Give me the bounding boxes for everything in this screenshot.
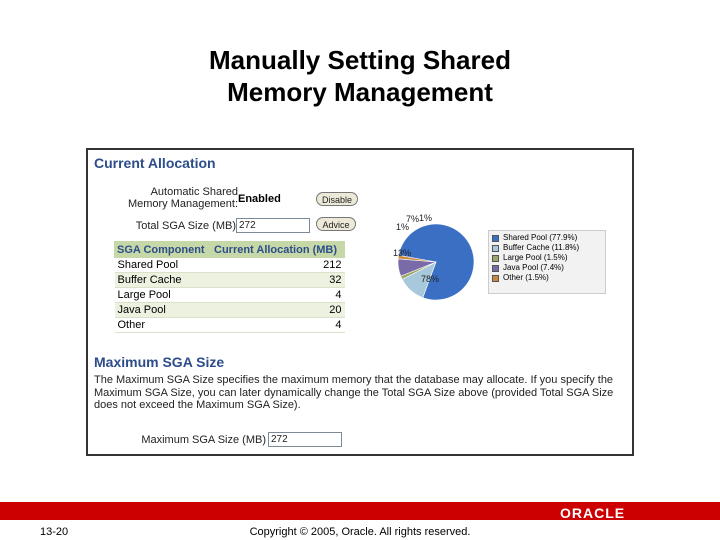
component-allocation: 4 (212, 288, 345, 303)
table-header-component: SGA Component (115, 242, 212, 258)
page-number: 13-20 (40, 526, 69, 538)
component-allocation: 32 (212, 273, 345, 288)
pie-label-other: 1% (419, 213, 433, 223)
slide-title-line-1: Manually Setting Shared (209, 45, 511, 75)
maximum-sga-size-field[interactable]: 272 (268, 432, 342, 447)
pie-label-large-pool: 1% (396, 222, 410, 232)
auto-shared-memory-value: Enabled (238, 193, 281, 205)
legend-item: Large Pool (1.5%) (492, 253, 602, 263)
component-allocation: 20 (212, 303, 345, 318)
table-row (115, 318, 345, 333)
legend-item: Shared Pool (77.9%) (492, 233, 602, 243)
pie-label-shared-pool: 78% (421, 274, 440, 284)
maximum-sga-description: The Maximum SGA Size specifies the maximum memory that the database may allocate. If you specify the Maximum SGA Size, you can later dynamically change the Total SGA Size above (provided Total SGA Size does not exceed the Maximum SGA Size). (94, 374, 614, 411)
copyright-text: Copyright © 2005, Oracle. All rights reserved. (249, 526, 471, 538)
component-name: Shared Pool (115, 258, 212, 273)
total-sga-size-field[interactable]: 272 (236, 218, 310, 233)
table-header-allocation: Current Allocation (MB) (212, 242, 345, 258)
table-row (115, 288, 345, 303)
legend-swatch (492, 235, 499, 242)
legend-swatch (492, 245, 499, 252)
maximum-sga-size-label: Maximum SGA Size (MB) (141, 434, 266, 446)
sga-panel (86, 148, 634, 456)
component-name: Buffer Cache (115, 273, 212, 288)
slide-title-line-2: Memory Management (227, 77, 493, 107)
table-row (115, 258, 345, 273)
pie-legend (488, 230, 606, 294)
maximum-sga-size-heading: Maximum SGA Size (94, 354, 225, 370)
table-row (115, 273, 345, 288)
pie-label-buffer-cache: 13% (393, 248, 412, 258)
sga-component-table (114, 241, 345, 333)
auto-shared-memory-label: Automatic Shared Memory Management: (127, 186, 238, 210)
disable-button[interactable]: Disable (316, 192, 358, 206)
legend-item: Other (1.5%) (492, 273, 602, 283)
component-allocation: 4 (212, 318, 345, 333)
table-row (115, 303, 345, 318)
legend-swatch (492, 255, 499, 262)
legend-item: Java Pool (7.4%) (492, 263, 602, 273)
component-allocation: 212 (212, 258, 345, 273)
oracle-logo: ORACLE (560, 505, 626, 521)
advice-button[interactable]: Advice (316, 217, 356, 231)
legend-item: Buffer Cache (11.8%) (492, 243, 602, 253)
component-name: Large Pool (115, 288, 212, 303)
legend-swatch (492, 265, 499, 272)
component-name: Other (115, 318, 212, 333)
total-sga-size-label: Total SGA Size (MB) (135, 220, 236, 232)
sga-pie-chart (384, 212, 484, 304)
pie-label-java-pool: 7% (406, 214, 420, 224)
component-name: Java Pool (115, 303, 212, 318)
current-allocation-heading: Current Allocation (94, 155, 216, 171)
legend-swatch (492, 275, 499, 282)
slide-title (0, 44, 720, 108)
